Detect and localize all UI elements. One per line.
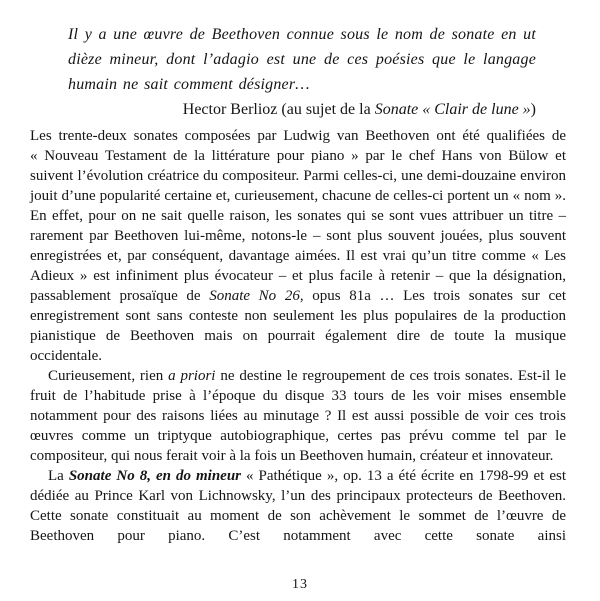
attribution-text: Hector Berlioz (au sujet de la	[182, 101, 375, 118]
paragraph-grouping	[30, 366, 566, 466]
body-text	[30, 126, 566, 546]
latin-phrase-a-priori: a priori	[168, 368, 216, 384]
text-run: , opus 81a … Les trois sonates sur cet enregistrement sont sans conteste non seulement les plus populaires de la production pianistique de Beethoven mais on pourrait également dire de toute la musique occidentale.	[30, 288, 566, 364]
text-run: La	[48, 468, 69, 484]
paragraph-sonate-8	[30, 466, 566, 546]
text-run: « Pathétique », op. 13 a été écrite en 1798-99 et est dédiée au Prince Karl von Lichnowsky, l’un des principaux protecteurs de Beethoven. Cette sonate constituait au moment de son achèvement le sommet de l’œuvre de Beethoven pour piano. C’est notamment avec cette sonate ainsi	[30, 468, 567, 544]
work-title-sonate-26: Sonate No 26	[209, 288, 300, 304]
text-run: ne destine le regroupement de ces trois sonates. Est-il le fruit de l’habitude prise à l’époque du disque 33 tours de les voir mises ensemble notamment pour des raisons liées au minutage ? Il est aussi possible de voir ces trois œuvres comme un triptyque autobiographique, certes pas prévu comme tel par le compositeur, qui nous ferait voir à la fois un Beethoven humain, créateur et innovateur.	[30, 368, 566, 464]
page-number: 13	[292, 577, 308, 592]
epigraph-quote: Il y a une œuvre de Beethoven connue sous le nom de sonate en ut dièze mineur, dont l’adagio est une de ces poésies que le langage humain ne sait comment désigner…	[68, 26, 536, 93]
text-run: Curieusement, rien	[48, 368, 169, 384]
paragraph-intro	[30, 126, 566, 366]
epigraph-attribution	[68, 97, 536, 122]
attribution-close: )	[530, 101, 536, 118]
attribution-work-title: Sonate « Clair de lune »	[374, 101, 531, 118]
work-title-sonate-8: Sonate No 8, en do mineur	[68, 468, 241, 484]
text-run: Les trente-deux sonates composées par Ludwig van Beethoven ont été qualifiées de « Nouveau Testament de la littérature pour piano » par le chef Hans von Bülow et suivent l’évolution créatrice du compositeur. Parmi celles-ci, une demi-douzaine environ jouit d’une popularité certaine et, curieusement, chacune de celles-ci portent un « nom ». En effet, pour on ne sait quelle raison, les sonates qui se sont vues attribuer un titre – rarement par Beethoven lui-même, notons-le – sont plus souvent jouées, plus souvent enregistrées et, par conséquent, davantage aimées. Il est vrai qu’un titre comme « Les Adieux » est infiniment plus évocateur – et plus facile à retenir – que la désignation, passablement prosaïque de	[30, 128, 566, 304]
